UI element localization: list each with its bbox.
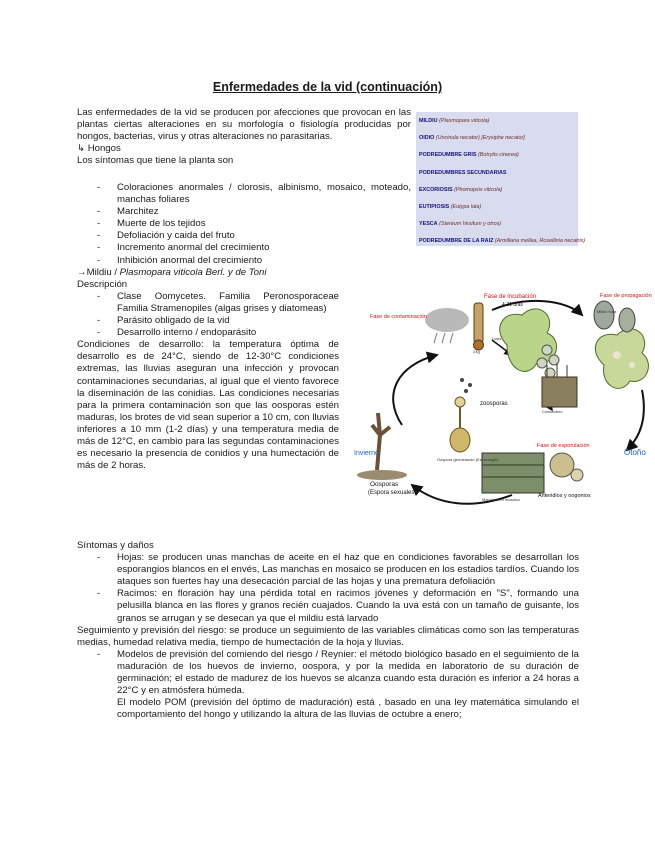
oospora-germinando-label: Oospora germinando (Esporangio) bbox=[437, 457, 499, 462]
legend-item: OIDIO (Uncinula necator) [Erysiphe necator] bbox=[419, 135, 525, 142]
temp-label: 24g bbox=[473, 349, 480, 354]
legend-item: MILDIU (Plasmopara viticola) bbox=[419, 118, 490, 124]
conidioforo-drawing bbox=[542, 363, 577, 407]
list-item: - Incremento anormal del crecimiento bbox=[77, 242, 411, 254]
fase-incubacion-label: Fase de incubación bbox=[484, 294, 537, 300]
legend-item: PODREDUMBRE DE LA RAIZ (Armillaria mellea, Rosellinia necatrix) bbox=[419, 238, 586, 245]
list-item: - Hojas: se producen unas manchas de aceite en el haz que en condiciones favorables se desarrollan los esporangios blancos en el envés, Las manchas en mosaico se producen en los estadios tardíos. Cuando los ataques son fuertes hay una desecación parcial de las hojas y una prematura defoliación bbox=[77, 552, 579, 588]
list-item: - Coloraciones anormales / clorosis, albinismo, mosaico, moteado, manchas foliares bbox=[77, 182, 411, 206]
rain-cloud-drawing bbox=[425, 308, 469, 343]
zoosporas-drawing bbox=[460, 378, 472, 393]
modelo-reynier: Modelos de previsión del comiendo del riesgo / Reynier: el método biológico basado en el seguimiento de la maduración de los huevos de invierno, oospora, y por la medida en laboratorio de su duración de germinación; el estado de madurez de los huevos se alcanza cuando esta duración es inferior a 24 horas a 22°C y en atmósfera húmeda. bbox=[117, 648, 579, 697]
anteridios-label: Anteridios y oogonios bbox=[538, 493, 591, 499]
cycle-arrow bbox=[627, 390, 644, 450]
vine-leaf-drawing bbox=[500, 309, 557, 372]
symptoms-heading: Los síntomas que tiene la planta son bbox=[77, 155, 234, 167]
oospora-germinando-drawing bbox=[450, 397, 470, 452]
modelo-pom: El modelo POM (previsión del óptimo de maduración) está , basado en una ley matemática simulando el comportamiento del hongo y utilizando la altura de las lluvias de octubre a enero; bbox=[117, 697, 579, 721]
anteridios-drawing bbox=[550, 453, 583, 481]
list-item: - Clase Oomycetes. Familia Peronosporaceae Familia Stramenopiles (algas grises y diatomeas) bbox=[77, 291, 339, 315]
sintomas-heading: Síntomas y daños bbox=[77, 540, 154, 551]
otono-label: Otoño bbox=[624, 448, 646, 457]
fase-contaminacion-label: Fase de contaminación bbox=[370, 314, 427, 320]
list-item: - Parásito obligado de la vid bbox=[77, 315, 339, 327]
legend-item: YESCA (Stereum hirsitum y otros) bbox=[419, 221, 502, 228]
hongos-label: ↳ Hongos bbox=[77, 143, 121, 155]
list-item: - Muerte de los tejidos bbox=[77, 218, 411, 230]
seguimiento-paragraph: Seguimiento y previsión del riesgo: se produce un seguimiento de las variables climáticas como son las temperaturas medias, humedad relativa media, tiempo de humectación de la hoja y lluvias. bbox=[77, 624, 579, 648]
legend-item: EUTIPIOSIS (Eutypa lata) bbox=[419, 204, 482, 211]
infected-leaf-drawing bbox=[595, 329, 648, 389]
zoosporas-label: zoosporas bbox=[480, 401, 508, 407]
cycle-arrow bbox=[393, 355, 437, 425]
page-title: Enfermedades de la vid (continuación) bbox=[212, 80, 443, 94]
list-item: - Desarrollo interno / endoparásito bbox=[77, 327, 339, 339]
conidioforo-label: Conidióforo bbox=[542, 409, 563, 414]
mildiu-cluster-drawing bbox=[594, 301, 635, 332]
mildiu-hoja-label: Mildiu hoja bbox=[597, 309, 617, 314]
fase-esporulacion-label: Fase de esporulación bbox=[537, 443, 590, 449]
dias-label: 4-21 días bbox=[502, 302, 523, 308]
list-item bbox=[77, 649, 579, 722]
invierno-label: Invierno bbox=[354, 450, 379, 457]
fase-propagacion-label: Fase de propagación bbox=[600, 293, 652, 299]
vine-stump-drawing bbox=[357, 413, 407, 480]
mildiu-life-cycle-diagram bbox=[342, 285, 655, 530]
legend-item: EXCORIOSIS (Phomopsis viticola) bbox=[419, 186, 503, 193]
disease-legend bbox=[416, 112, 586, 246]
intro-paragraph: Las enfermedades de la vid se producen por afecciones que provocan en las plantas ciertas alteraciones en su morfología o fisiología producidas por hongos, bacterias, virus y otras alteraciones no parasitarias. bbox=[77, 107, 411, 143]
legend-item: PODREDUMBRE GRIS (Botrytis cinerea) bbox=[419, 152, 519, 159]
legend-item: PODREDUMBRES SECUNDARIAS bbox=[419, 169, 507, 176]
manchas-mosaico-label: Manchas en mosaico bbox=[482, 497, 520, 502]
mildiu-heading: →Mildiu / Plasmopara viticola Berl. y de Toni bbox=[77, 266, 267, 278]
lower-section bbox=[77, 540, 579, 721]
intro-block bbox=[77, 107, 411, 167]
list-item: - Inhibición anormal del crecimiento bbox=[77, 255, 411, 267]
espora-sexuales-label: (Espora sexuales) bbox=[368, 490, 417, 496]
oosporas-label: Oosporas bbox=[370, 481, 399, 488]
sintomas-list bbox=[77, 552, 579, 625]
lluvia-label: Lluvia bbox=[492, 337, 502, 341]
list-item: - Marchitez bbox=[77, 206, 411, 218]
descripcion-heading: Descripción bbox=[77, 278, 128, 290]
descripcion-list bbox=[77, 291, 339, 339]
list-item: - Racimos: en floración hay una pérdida total en racimos jóvenes y deformación en "S", formando una pelusilla blanca en las flores y granos recién cuajados. Cuando la uva está con un tamaño de guisante, los granos se arrugan y se desecan ya que el mildiu está larvado bbox=[77, 588, 579, 624]
modelos-list bbox=[77, 649, 579, 722]
thermometer-drawing bbox=[474, 303, 484, 350]
condiciones-paragraph: Condiciones de desarrollo: la temperatura óptima de desarrollo es de 24°C, siendo de 12-30°C condiciones extremas, las lluvias aseguran una infección y provocan contaminaciones secundarias, al igual que el viento favorece la diseminación de las conidias. Las condiciones necesarias para la primera contaminación son que las oosporas estén maduras, los brotes de vid sean superior a 10 cm, con lluvias inferiores a 10 mm (1-2 días) y una temperatura media de más de 12°C, en cambio para las segundas contaminaciones es necesario la presencia de conidios y una humectación de más de 2 horas. bbox=[77, 339, 339, 472]
list-item: - Defoliación y caida del fruto bbox=[77, 230, 411, 242]
symptoms-list bbox=[77, 182, 411, 267]
